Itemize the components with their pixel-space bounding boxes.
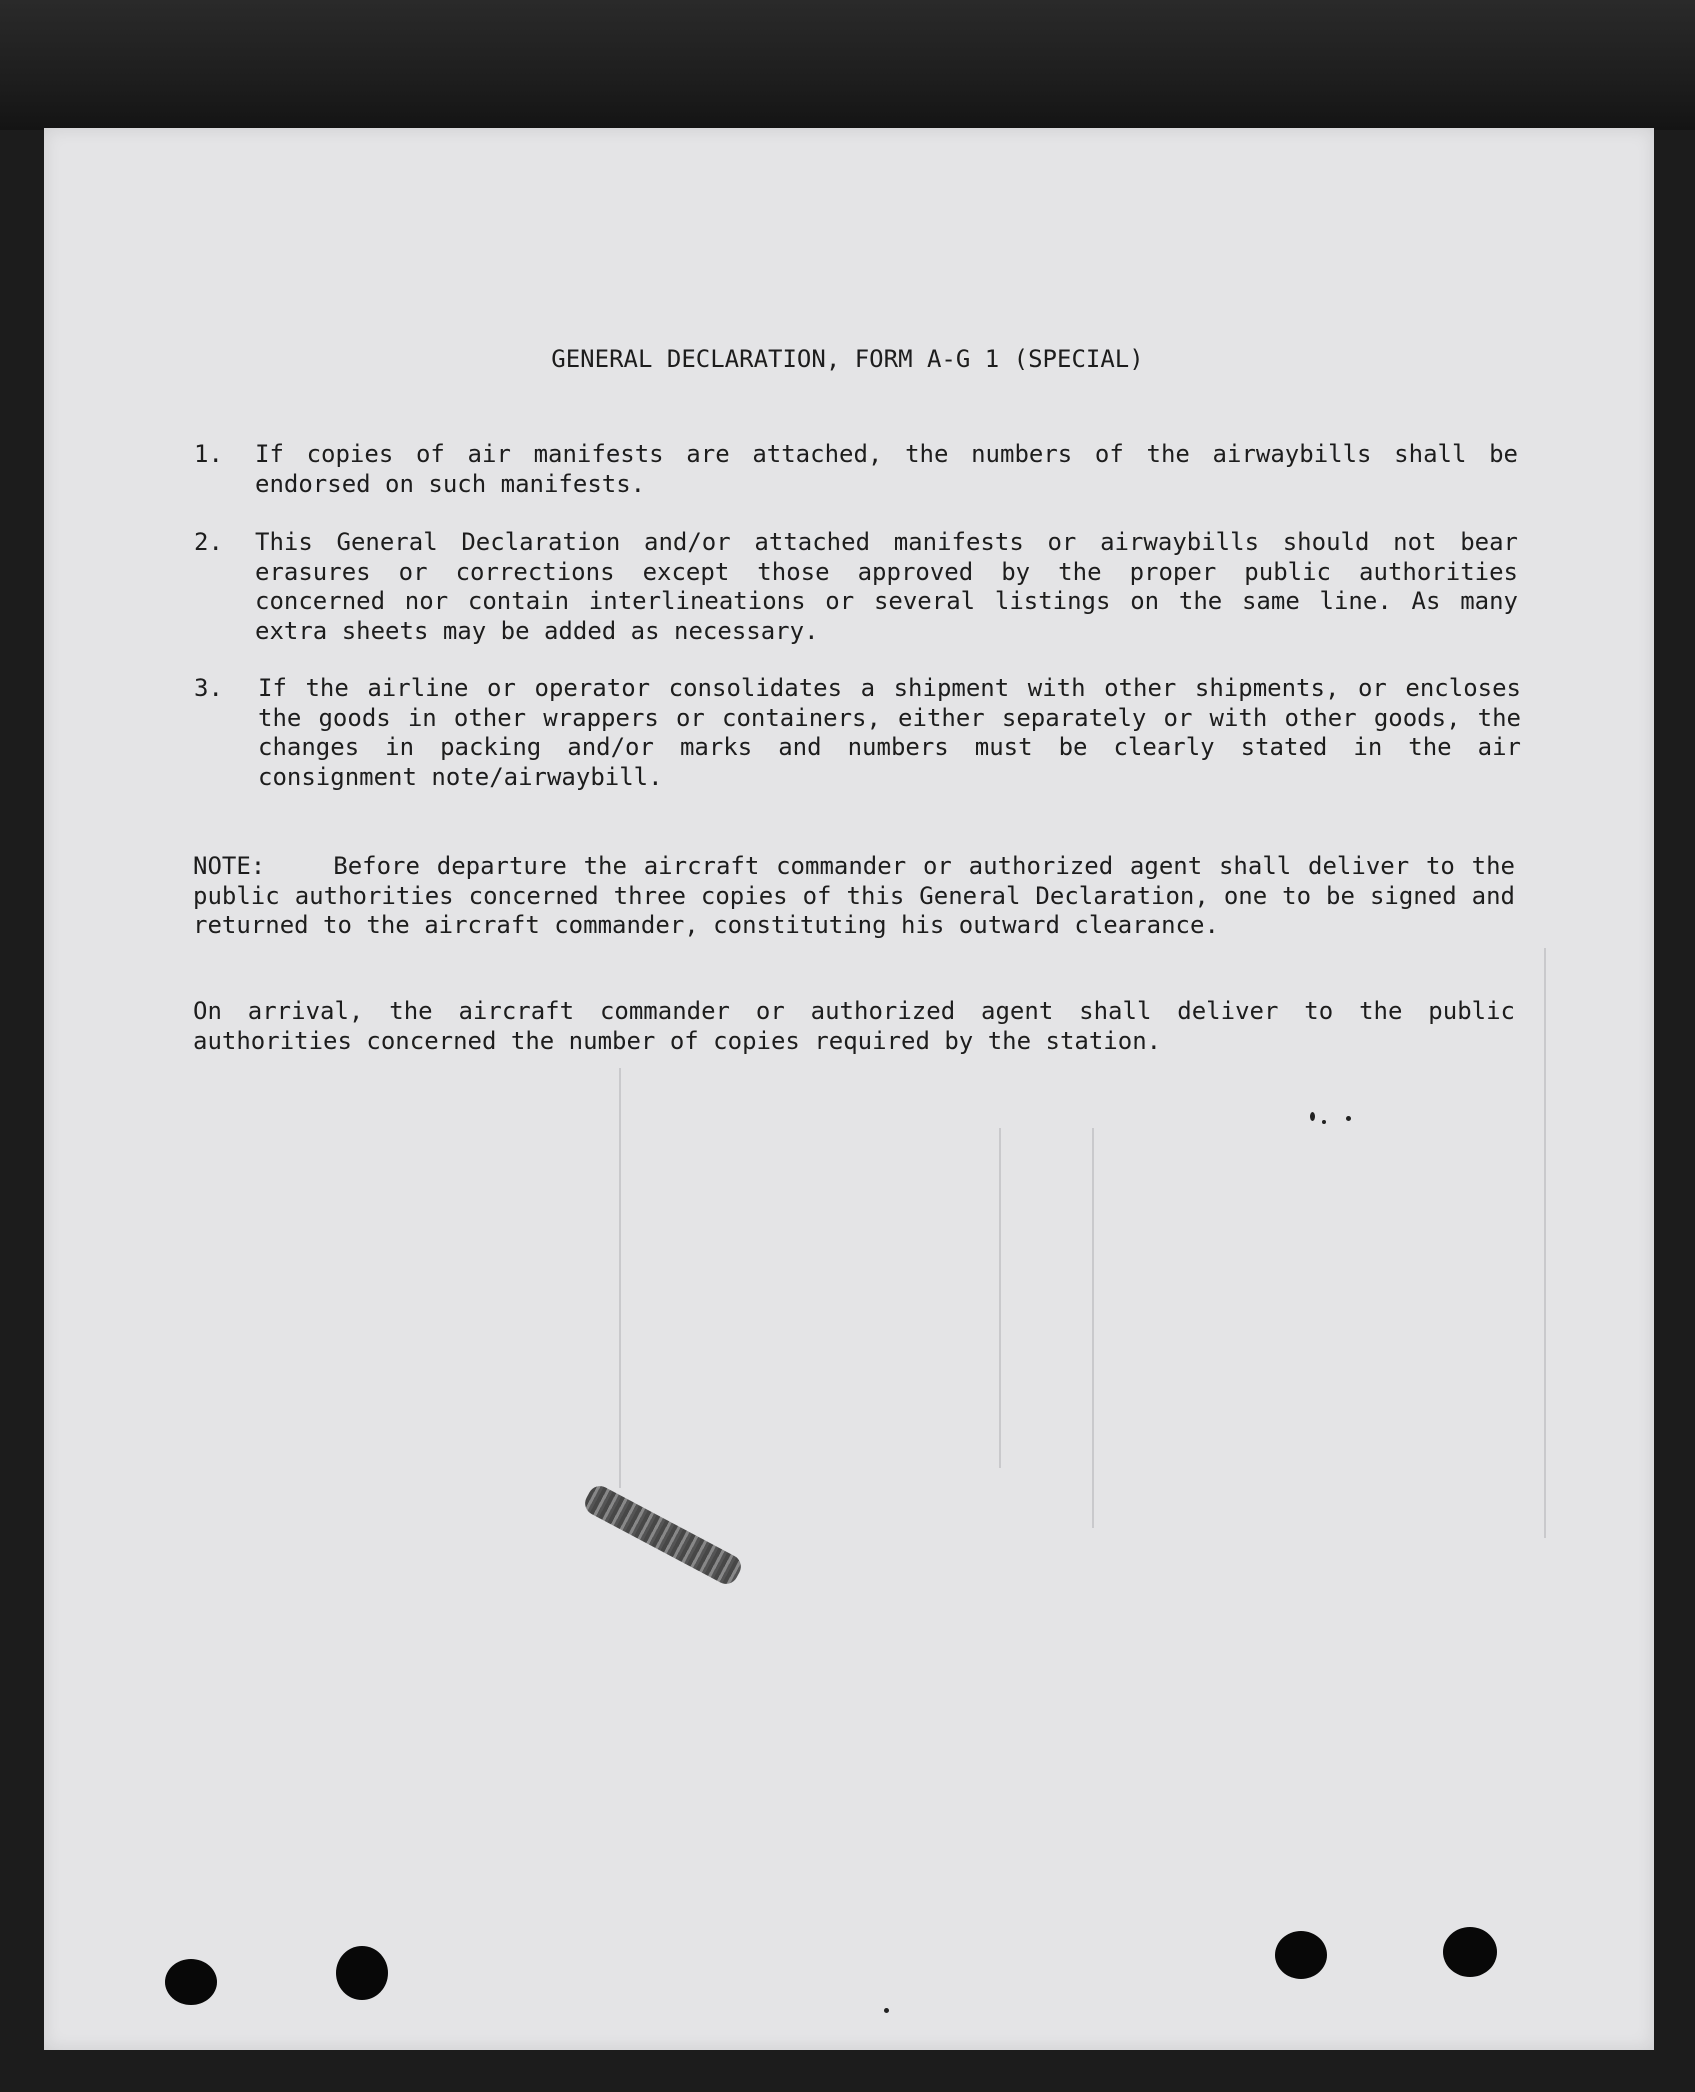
document-page xyxy=(44,128,1654,2050)
show-through-line xyxy=(999,1128,1001,1468)
note-text: Before departure the aircraft commander or authorized agent shall deliver to the public authorities concerned three copies of this General Declaration, one to be signed and returned to the aircraft commander, constituting his outward clearance. xyxy=(193,852,1515,939)
ink-speck xyxy=(1346,1116,1351,1121)
punch-hole xyxy=(1275,1931,1327,1979)
item-number: 1. xyxy=(194,440,223,468)
punch-hole xyxy=(336,1946,388,2000)
punch-hole xyxy=(1443,1927,1497,1977)
item-number: 2. xyxy=(194,528,223,556)
show-through-line xyxy=(619,1068,621,1488)
arrival-paragraph: On arrival, the aircraft commander or authorized agent shall deliver to the public authorities concerned the number of copies required by the station. xyxy=(193,997,1515,1055)
show-through-line xyxy=(1092,1128,1094,1528)
note-label: NOTE: xyxy=(193,852,266,880)
ink-speck xyxy=(884,2008,889,2013)
scan-top-background xyxy=(0,0,1695,130)
ink-speck xyxy=(1310,1112,1315,1121)
ink-speck xyxy=(1322,1120,1326,1124)
item-text: This General Declaration and/or attached manifests or airwaybills should not bear erasures or corrections except those approved by the proper public authorities concerned nor contain interlineations or several listings on the same line. As many extra sheets may be added as necessary. xyxy=(255,528,1518,645)
punch-hole xyxy=(165,1959,217,2005)
item-text: If copies of air manifests are attached, the numbers of the airwaybills shall be endorsed on such manifests. xyxy=(255,440,1518,498)
item-text: If the airline or operator consolidates a shipment with other shipments, or encloses the goods in other wrappers or containers, either separately or with other goods, the changes in packing and/or marks and numbers must be clearly stated in the air consignment note/airwaybill. xyxy=(258,674,1521,791)
page-title: GENERAL DECLARATION, FORM A-G 1 (SPECIAL) xyxy=(551,345,1144,373)
item-number: 3. xyxy=(194,674,223,702)
note-paragraph xyxy=(193,852,1515,941)
show-through-line xyxy=(1544,948,1546,1538)
